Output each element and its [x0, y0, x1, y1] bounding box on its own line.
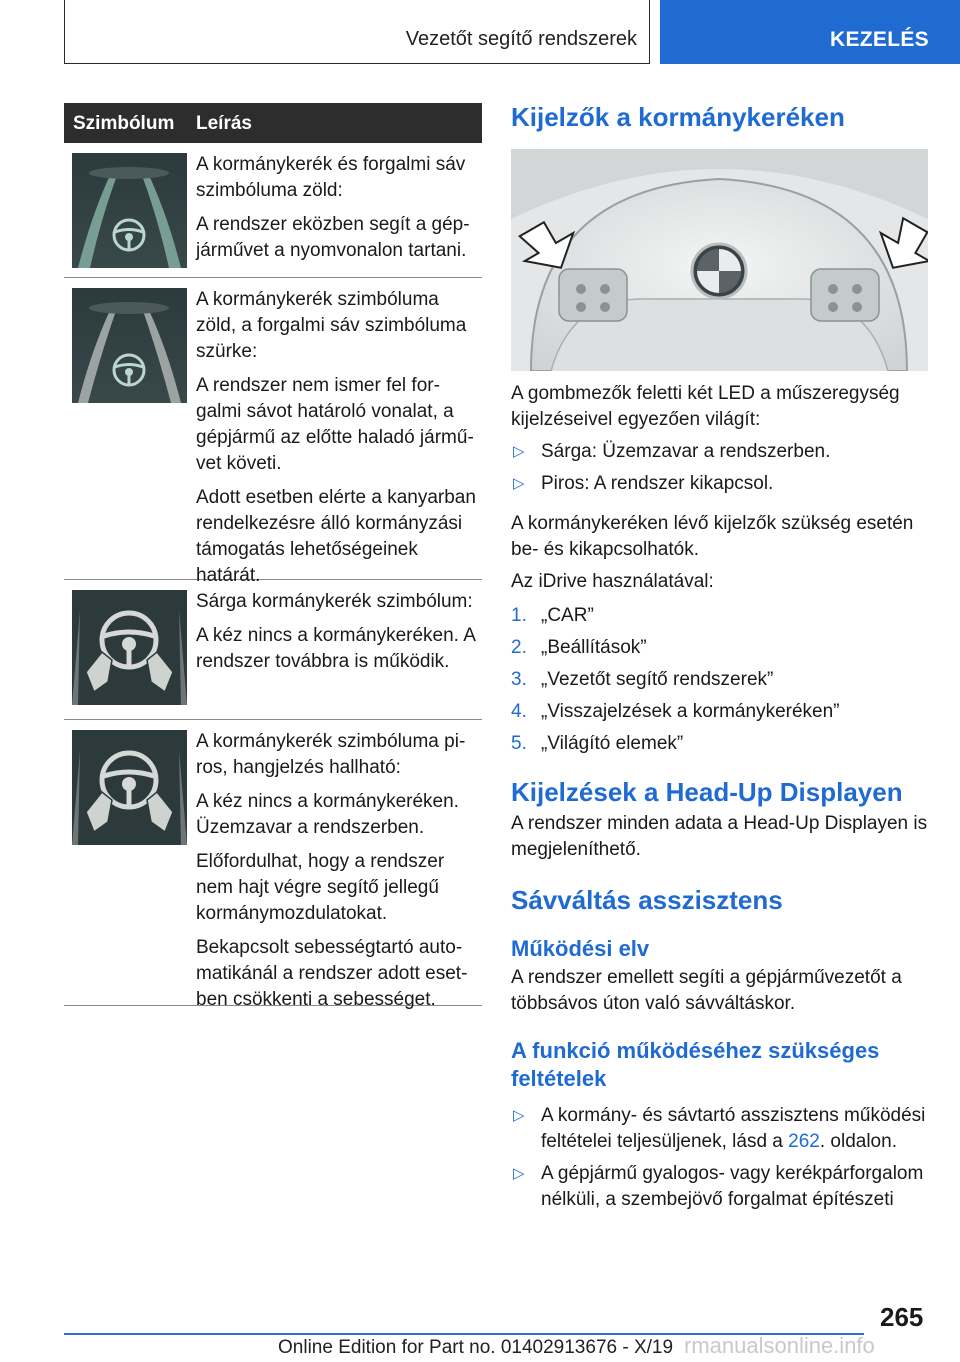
list-item: 1. „CAR” [511, 603, 931, 629]
para-leds: A gombmezők feletti két LED a műszeregység kijelzéseivel egyezően világít: [511, 383, 900, 430]
subheading-principle: Működési elv [511, 936, 650, 961]
idrive-steps-list [511, 603, 931, 757]
right-column [511, 100, 931, 1213]
table-row [64, 720, 482, 1010]
description-text: A kormánykerék és forgalmi sáv szimbóluma zöld: [196, 154, 466, 201]
step-number: 5. [511, 733, 527, 754]
list-item: ▷ Sárga: Üzemzavar a rendszerben. [511, 439, 931, 465]
steering-wheel-green-lane-green-icon [72, 153, 187, 268]
table-row [64, 580, 482, 720]
chapter-tab[interactable] [660, 0, 960, 64]
description-text: A rendszer eközben segít a gépjárművet a nyomvonalon tartani. [196, 214, 470, 261]
description-text: A kéz nincs a kormánykeréken. Üzemzavar a rendszerben. [196, 791, 459, 838]
step-number: 2. [511, 637, 527, 658]
table-header [64, 103, 482, 143]
list-item: ▷ Piros: A rendszer kikapcsol. [511, 471, 931, 497]
bullet-triangle-icon: ▷ [513, 1107, 525, 1124]
table-row [64, 143, 482, 278]
steering-wheel-led-arrows-image [511, 149, 928, 371]
description-text: Sárga kormánykerék szimbólum: [196, 591, 473, 612]
list-item: 3. „Vezetőt segítő rendszerek” [511, 667, 931, 693]
list-item: ▷ A gépjármű gyalogos- vagy kerékpárforgalom nélküli, a szembejövő forgalmat építészeti [513, 1163, 924, 1210]
heading-lane-change: Sávváltás asszisztens [511, 885, 783, 915]
bullet-triangle-icon: ▷ [513, 1165, 525, 1182]
row-description [196, 143, 482, 274]
row-description [196, 278, 482, 599]
table-row [64, 278, 482, 586]
column-header-description: Leírás [196, 113, 252, 134]
heading-hud: Kijelzések a Head-Up Displayen [511, 777, 903, 807]
para-switch: A kormánykeréken lévő kijelzők szükség esetén be- és kikapcsolhatók. [511, 513, 914, 560]
column-header-symbol: Szimbólum [73, 113, 175, 134]
list-item: 2. „Beállítások” [511, 635, 931, 661]
symbol-table [64, 103, 482, 1010]
description-text: A rendszer nem ismer fel forgalmi sávot határoló vonalat, a gépjármű az előtte haladó járművet követi. [196, 375, 474, 474]
list-item: 4. „Visszajelzések a kormánykeréken” [511, 699, 931, 725]
description-text: A kormánykerék szimbóluma piros, hangjelzés hallható: [196, 731, 466, 778]
conditions-bullet-list [511, 1103, 931, 1213]
steering-wheel-yellow-hands-icon [72, 590, 187, 705]
footer-edition-text: Online Edition for Part no. 01402913676 - X/19 [278, 1337, 674, 1358]
steering-wheel-red-hands-icon [72, 730, 187, 845]
bullet-triangle-icon: ▷ [513, 443, 525, 460]
led-bullet-list [511, 439, 931, 497]
steering-wheel-green-lane-gray-icon [72, 288, 187, 403]
step-number: 4. [511, 701, 527, 722]
description-text: Előfordulhat, hogy a rendszer nem hajt végre segítő jellegű kormánymozdulatokat. [196, 851, 445, 924]
para-idrive: Az iDrive használatával: [511, 571, 714, 592]
list-item: 5. „Világító elemek” [511, 731, 931, 757]
description-text: A kéz nincs a kormánykeréken. A rendszer továbbra is működik. [196, 625, 475, 672]
description-text: A kormánykerék szimbóluma zöld, a forgalmi sáv szimbóluma szürke: [196, 289, 467, 362]
step-number: 3. [511, 669, 527, 690]
page-number: 265 [880, 1302, 924, 1332]
heading-indicators: Kijelzők a kormánykeréken [511, 102, 845, 132]
subheading-conditions: A funkció működéséhez szükséges feltételek [511, 1038, 880, 1091]
para-hud: A rendszer minden adata a Head-Up Displayen is megjeleníthető. [511, 813, 928, 860]
description-text: Bekapcsolt sebességtartó automatikánál a rendszer adott esetben csökkenti a sebességet. [196, 937, 468, 1010]
watermark-brand: rmanualsonline.info [684, 1333, 875, 1358]
description-text: Adott esetben elérte a kanyarban rendelkezésre álló kormányzási támogatás lehetőségeinek határát. [196, 487, 476, 586]
row-description [196, 580, 482, 685]
section-title: Vezetőt segítő rendszerek [405, 28, 637, 50]
header-section-box [64, 0, 650, 64]
para-principle: A rendszer emellett segíti a gépjárművezetőt a többsávos úton való sávváltáskor. [511, 967, 902, 1014]
list-item: ▷ A kormány- és sávtartó asszisztens működési feltételei teljesüljenek, lásd a 262. oldalon. [513, 1105, 926, 1152]
chapter-tab-label: KEZELÉS [830, 28, 929, 51]
row-description [196, 720, 482, 1023]
bullet-triangle-icon: ▷ [513, 475, 525, 492]
page-reference-link[interactable]: 262 [788, 1131, 820, 1152]
step-number: 1. [511, 605, 527, 626]
